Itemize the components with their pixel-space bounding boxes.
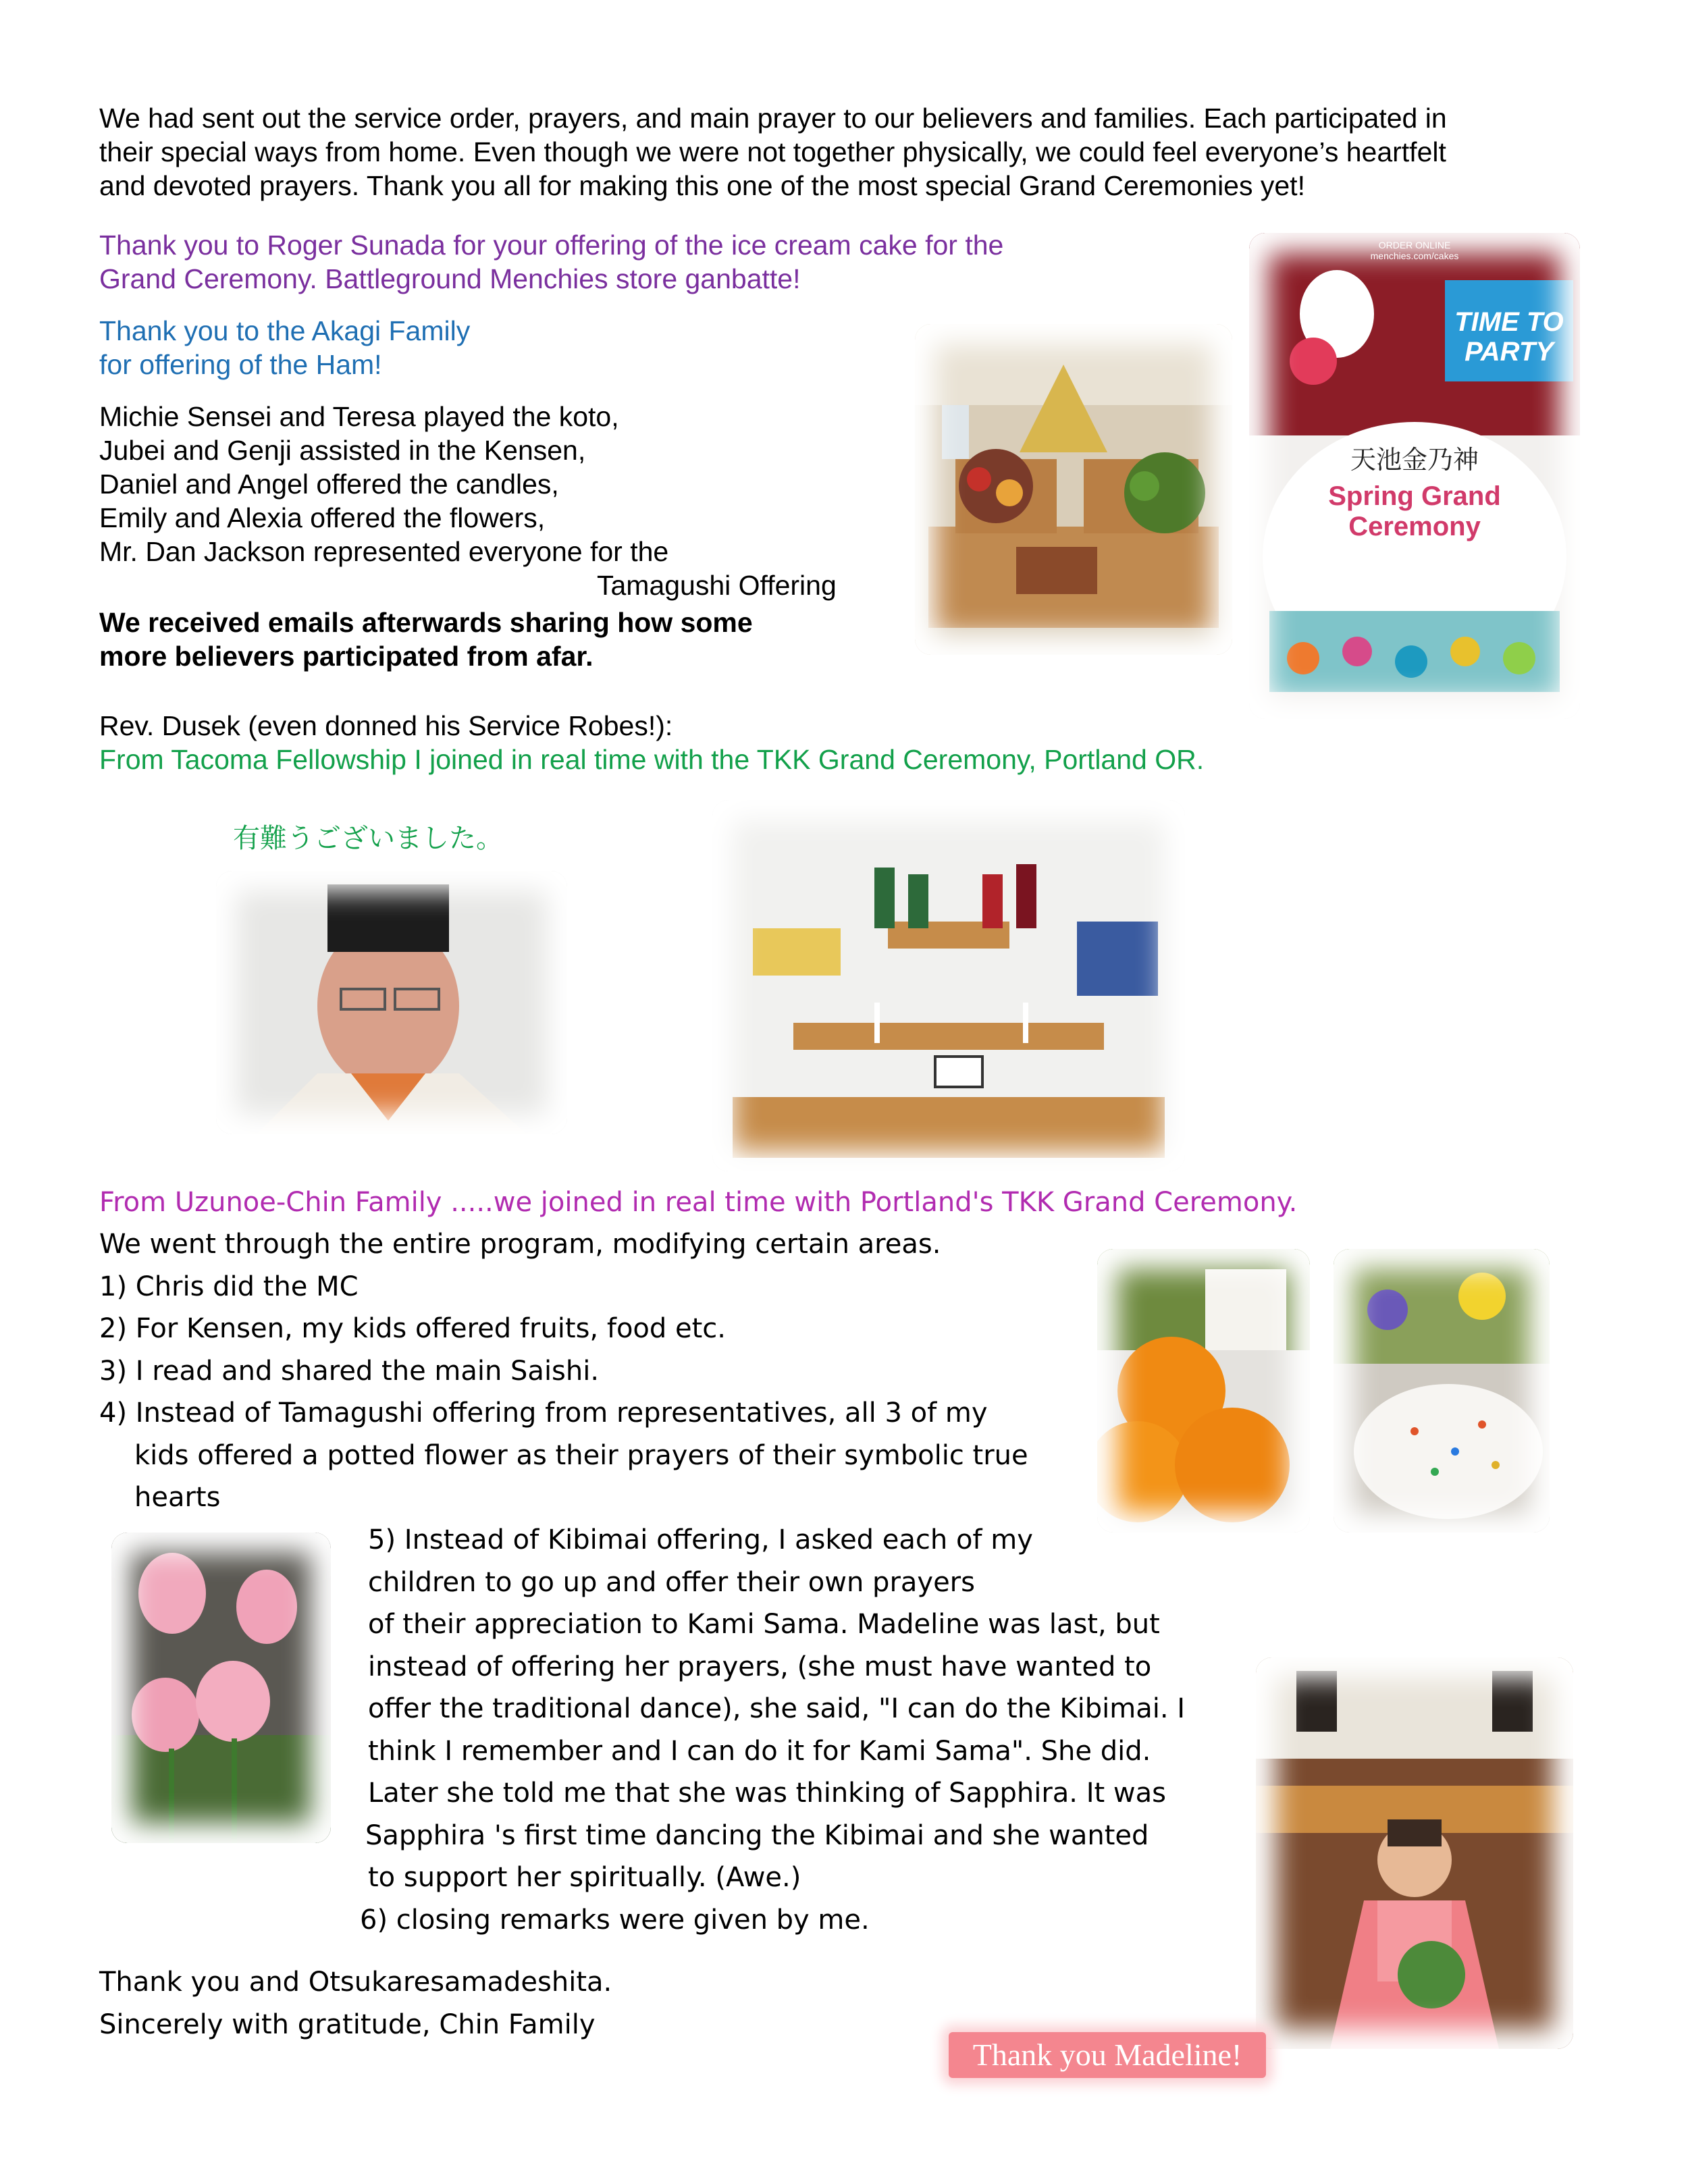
chin-line: to support her spiritually. (Awe.) bbox=[368, 1862, 801, 1893]
chin-line: 2) For Kensen, my kids offered fruits, food etc. bbox=[99, 1313, 726, 1344]
oranges-photo bbox=[1097, 1249, 1310, 1533]
altar-offerings-photo bbox=[915, 324, 1232, 655]
sprinkle-cake-photo bbox=[1334, 1249, 1550, 1533]
dusek-text: From Tacoma Fellowship I joined in real time with the TKK Grand Ceremony, Portland OR. bbox=[99, 744, 1205, 775]
cake-kanji: 天池金乃神 bbox=[1350, 445, 1479, 475]
emails-note: We received emails afterwards sharing how some more believers participated from afar. bbox=[99, 607, 753, 672]
tulips-photo bbox=[111, 1533, 331, 1843]
chin-line: 6) closing remarks were given by me. bbox=[360, 1904, 870, 1936]
intro-paragraph: We had sent out the service order, prayers, and main prayer to our believers and families. Each participated in their special ways from home. Even though we were not together physically, we could feel everyone’s heartfelt and devoted prayers. Thank you all for making this one of the most special Grand Ceremonies yet! bbox=[99, 103, 1447, 201]
cake-photo bbox=[1249, 233, 1580, 719]
participants-list bbox=[99, 400, 876, 602]
chin-line: instead of offering her prayers, (she must have wanted to bbox=[368, 1651, 1152, 1682]
chin-line: hearts bbox=[134, 1482, 221, 1513]
cake-banner: TIME TO PARTY bbox=[1454, 307, 1564, 367]
dusek-heading: Rev. Dusek (even donned his Service Robes!): bbox=[99, 710, 673, 741]
participant-line: Mr. Dan Jackson represented everyone for the bbox=[99, 536, 669, 567]
chin-line: children to go up and offer their own prayers bbox=[368, 1566, 975, 1598]
chin-line: We went through the entire program, modifying certain areas. bbox=[99, 1229, 941, 1260]
chin-line: kids offered a potted flower as their prayers of their symbolic true bbox=[134, 1439, 1028, 1471]
participant-line: Emily and Alexia offered the flowers, bbox=[99, 502, 546, 533]
chin-line: 4) Instead of Tamagushi offering from representatives, all 3 of my bbox=[99, 1397, 988, 1429]
cake-url: menchies.com/cakes bbox=[1370, 250, 1459, 261]
thanks-roger-text: Thank you to Roger Sunada for your offering of the ice cream cake for the Grand Ceremony. Battleground Menchies store ganbatte! bbox=[99, 230, 1004, 294]
chin-line: of their appreciation to Kami Sama. Madeline was last, but bbox=[368, 1609, 1160, 1640]
chin-line: Sapphira 's first time dancing the Kibimai and she wanted bbox=[365, 1819, 1149, 1851]
thanks-akagi-text: Thank you to the Akagi Family for offering of the Ham! bbox=[99, 315, 471, 380]
madeline-photo bbox=[1256, 1657, 1573, 2049]
rev-dusek-photo bbox=[216, 871, 567, 1134]
chin-line: offer the traditional dance), she said, "I can do the Kibimai. I bbox=[368, 1693, 1186, 1724]
chin-line: 5) Instead of Kibimai offering, I asked each of my bbox=[368, 1524, 1033, 1555]
chin-heading: From Uzunoe-Chin Family .....we joined in real time with Portland's TKK Grand Ceremony. bbox=[99, 1187, 1298, 1218]
chin-program-list bbox=[99, 1223, 1078, 1519]
participant-line: Daniel and Angel offered the candles, bbox=[99, 469, 559, 500]
participant-line: Michie Sensei and Teresa played the koto, bbox=[99, 401, 619, 432]
closing-line: Sincerely with gratitude, Chin Family bbox=[99, 2008, 596, 2040]
chin-line: Later she told me that she was thinking of Sapphira. It was bbox=[368, 1778, 1166, 1809]
participant-line: Jubei and Genji assisted in the Kensen, bbox=[99, 435, 586, 466]
participant-line-tail: Tamagushi Offering bbox=[597, 570, 837, 601]
cake-line1: Spring Grand bbox=[1328, 481, 1501, 511]
japanese-thanks: 有難うございました。 bbox=[233, 823, 503, 854]
chin-line: 3) I read and shared the main Saishi. bbox=[99, 1355, 600, 1387]
madeline-caption: Thank you Madeline! bbox=[949, 2032, 1266, 2078]
cake-order-online: ORDER ONLINE bbox=[1378, 240, 1451, 250]
chin-line: 1) Chris did the MC bbox=[99, 1271, 359, 1302]
chin-line: think I remember and I can do it for Kami Sama". She did. bbox=[368, 1735, 1151, 1767]
chin-kibimai-list bbox=[360, 1519, 1246, 1941]
cake-line2: Ceremony bbox=[1348, 512, 1481, 541]
closing-block bbox=[99, 1961, 909, 2046]
closing-line: Thank you and Otsukaresamadeshita. bbox=[99, 1967, 612, 1998]
tacoma-altar-photo bbox=[712, 800, 1185, 1171]
